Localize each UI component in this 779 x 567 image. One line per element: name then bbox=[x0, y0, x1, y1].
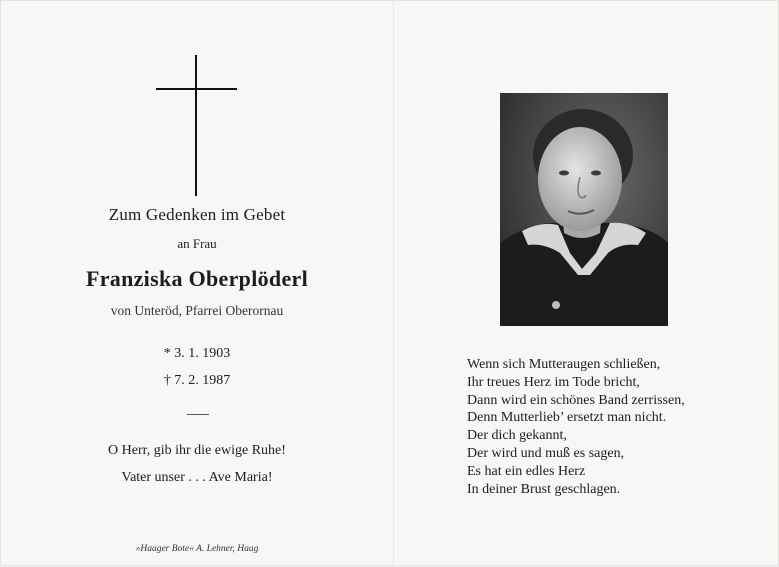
name-prefix: an Frau bbox=[177, 236, 217, 251]
right-panel bbox=[394, 1, 779, 567]
prayer-line-2: Vater unser . . . Ave Maria! bbox=[121, 470, 273, 485]
poem-line: Der wird und muß es sagen, bbox=[467, 445, 625, 461]
poem-line: Es hat ein edles Herz bbox=[467, 463, 586, 479]
poem-line: Wenn sich Mutteraugen schließen, bbox=[467, 357, 661, 372]
memorial-heading: Zum Gedenken im Gebet bbox=[108, 205, 286, 224]
cross-icon-horizontal bbox=[156, 88, 237, 90]
death-date: † 7. 2. 1987 bbox=[163, 373, 231, 388]
poem-line: In deiner Brust geschlagen. bbox=[467, 481, 621, 497]
portrait-illustration bbox=[500, 93, 668, 326]
poem bbox=[467, 356, 685, 498]
portrait-photo bbox=[500, 93, 668, 326]
poem-line: Denn Mutterlieb’ ersetzt man nicht. bbox=[467, 410, 667, 426]
poem-line: Ihr treues Herz im Tode bricht, bbox=[467, 374, 640, 390]
birth-date: * 3. 1. 1903 bbox=[163, 346, 231, 361]
poem-line: Dann wird ein schönes Band zerrissen, bbox=[467, 392, 685, 408]
cross-icon-vertical bbox=[195, 55, 197, 196]
prayer-line-1: O Herr, gib ihr die ewige Ruhe! bbox=[108, 443, 286, 458]
poem-line: Der dich gekannt, bbox=[467, 428, 567, 444]
deceased-origin: von Unteröd, Pfarrei Oberornau bbox=[110, 303, 284, 318]
printer-credit: »Haager Bote« A. Lehner, Haag bbox=[135, 544, 259, 554]
divider bbox=[187, 414, 209, 415]
deceased-name: Franziska Oberplöderl bbox=[85, 266, 308, 291]
left-panel bbox=[1, 1, 393, 567]
